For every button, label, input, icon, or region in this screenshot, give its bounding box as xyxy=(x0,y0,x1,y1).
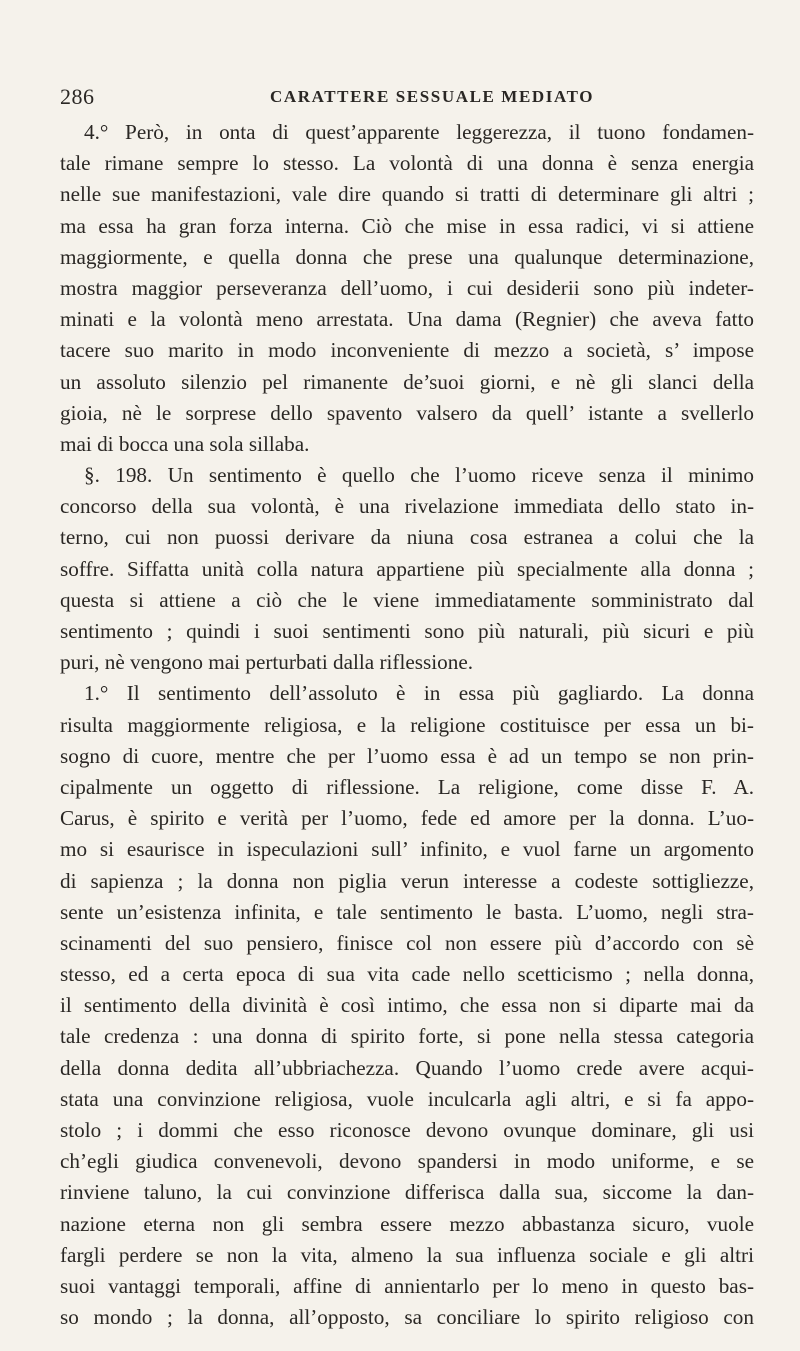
text-line: sentimento ; quindi i suoi sentimenti sono più naturali, più sicuri e più xyxy=(60,619,754,643)
text-line: nelle sue manifestazioni, vale dire quando si tratti di determinare gli altri ; xyxy=(60,182,754,207)
text-line: mostra maggior perseveranza dell’uomo, i cui desiderii sono più indeter- xyxy=(60,275,754,300)
text-line: il sentimento della divinità è così intimo, che essa non si diparte mai da xyxy=(60,993,754,1018)
text-line: ma essa ha gran forza interna. Ciò che mise in essa radici, vi si attiene xyxy=(60,213,754,238)
text-line: so mondo ; la donna, all’opposto, sa conciliare lo spirito religioso con xyxy=(60,1305,754,1330)
text-line: 1.° Il sentimento dell’assoluto è in essa più gagliardo. La donna xyxy=(84,681,754,706)
text-line: un assoluto silenzio pel rimanente de’suoi giorni, e nè gli slanci della xyxy=(60,369,754,394)
text-line: puri, nè vengono mai perturbati dalla riflessione. xyxy=(60,650,474,675)
text-line: stata una convinzione religiosa, vuole inculcarla agli altri, e si fa appo- xyxy=(60,1086,754,1111)
text-line: gioia, nè le sorprese dello spavento valsero da quell’ istante a svellerlo xyxy=(60,400,754,425)
body-text xyxy=(60,117,754,1333)
text-line: stolo ; i dommi che esso riconosce devono ovunque dominare, gli usi xyxy=(60,1118,754,1142)
text-line: mo si esaurisce in ispeculazioni sull’ infinito, e vuol farne un argomento xyxy=(60,837,754,862)
text-line: ch’egli giudica convenevoli, devono spandersi in modo uniforme, e se xyxy=(60,1149,754,1174)
text-line: questa si attiene a ciò che le viene immediatamente somministrato dal xyxy=(60,587,754,612)
text-line: minati e la volontà meno arrestata. Una dama (Regnier) che aveva fatto xyxy=(60,307,754,332)
text-line: stesso, ed a certa epoca di sua vita cade nello scetticismo ; nella donna, xyxy=(60,962,754,987)
text-line: 4.° Però, in onta di quest’apparente leggerezza, il tuono fondamen- xyxy=(84,120,754,144)
text-line: §. 198. Un sentimento è quello che l’uomo riceve senza il minimo xyxy=(84,463,754,488)
text-line: di sapienza ; la donna non piglia verun interesse a codeste sottigliezze, xyxy=(60,868,754,893)
page-header xyxy=(60,84,754,114)
text-line: sente un’esistenza infinita, e tale sentimento le basta. L’uomo, negli stra- xyxy=(60,899,754,924)
text-line: Carus, è spirito e verità per l’uomo, fede ed amore per la donna. L’uo- xyxy=(60,806,754,831)
text-line: sogno di cuore, mentre che per l’uomo essa è ad un tempo se non prin- xyxy=(60,743,754,768)
text-line: fargli perdere se non la vita, almeno la sua influenza sociale e gli altri xyxy=(60,1242,754,1267)
text-line: risulta maggiormente religiosa, e la religione costituisce per essa un bi- xyxy=(60,712,754,737)
page-number: 286 xyxy=(60,84,95,109)
text-line: tacere suo marito in modo inconveniente di mezzo a società, s’ impose xyxy=(60,338,754,363)
text-line: suoi vantaggi temporali, affine di annientarlo per lo meno in questo bas- xyxy=(60,1273,754,1298)
text-line: concorso della sua volontà, è una rivelazione immediata dello stato in- xyxy=(60,494,754,519)
text-line: mai di bocca una sola sillaba. xyxy=(60,431,310,456)
text-line: terno, cui non puossi derivare da niuna cosa estranea a colui che la xyxy=(60,525,754,550)
text-line: tale credenza : una donna di spirito forte, si pone nella stessa categoria xyxy=(60,1024,754,1049)
text-line: cipalmente un oggetto di riflessione. La religione, come disse F. A. xyxy=(60,774,754,799)
text-line: tale rimane sempre lo stesso. La volontà di una donna è senza energia xyxy=(60,151,754,176)
running-head: CARATTERE SESSUALE MEDIATO xyxy=(270,87,595,106)
text-line: della donna dedita all’ubbriachezza. Quando l’uomo crede avere acqui- xyxy=(60,1055,754,1080)
text-line: scinamenti del suo pensiero, finisce col non essere più d’accordo con sè xyxy=(60,930,754,955)
text-line: maggiormente, e quella donna che prese una qualunque determinazione, xyxy=(60,244,754,269)
text-line: rinviene taluno, la cui convinzione differisca dalla sua, siccome la dan- xyxy=(60,1180,754,1205)
text-line: nazione eterna non gli sembra essere mezzo abbastanza sicuro, vuole xyxy=(60,1211,754,1236)
text-line: soffre. Siffatta unità colla natura appartiene più specialmente alla donna ; xyxy=(60,556,754,581)
